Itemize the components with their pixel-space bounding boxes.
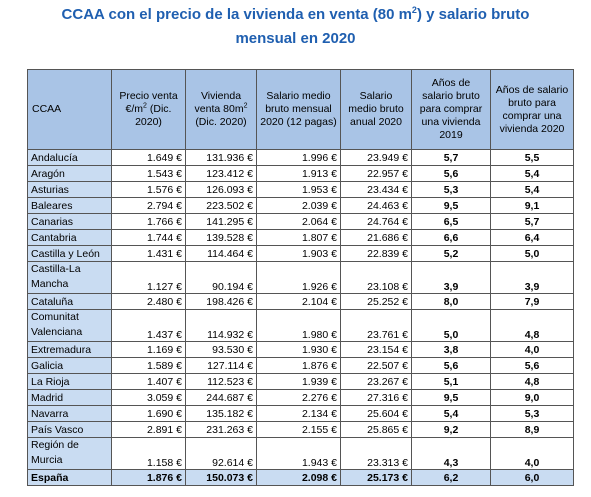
cell-precio: 1.690 €	[112, 406, 186, 422]
table-row	[28, 342, 574, 358]
col-header-anos-2020: Años de salario bruto para comprar una vivienda 2020	[491, 70, 574, 150]
cell-salario-anual: 23.313 €	[341, 438, 412, 470]
cell-salario-mensual: 1.939 €	[257, 374, 341, 390]
cell-ccaa: Asturias	[28, 182, 112, 198]
cell-vivienda: 135.182 €	[186, 406, 257, 422]
cell-salario-anual: 23.761 €	[341, 310, 412, 342]
cell-salario-mensual: 1.903 €	[257, 246, 341, 262]
cell-precio: 1.876 €	[112, 470, 186, 486]
cell-anos-2020: 5,5	[491, 150, 574, 166]
cell-anos-2019: 3,8	[412, 342, 491, 358]
col-header-salario-mensual: Salario medio bruto mensual 2020 (12 pagas)	[257, 70, 341, 150]
cell-salario-mensual: 2.064 €	[257, 214, 341, 230]
cell-anos-2020: 7,9	[491, 294, 574, 310]
table-row	[28, 438, 574, 470]
cell-precio: 1.543 €	[112, 166, 186, 182]
cell-salario-anual: 22.957 €	[341, 166, 412, 182]
cell-ccaa: País Vasco	[28, 422, 112, 438]
cell-salario-mensual: 1.926 €	[257, 262, 341, 294]
cell-salario-anual: 23.154 €	[341, 342, 412, 358]
cell-anos-2020: 9,1	[491, 198, 574, 214]
cell-anos-2019: 6,5	[412, 214, 491, 230]
cell-vivienda: 223.502 €	[186, 198, 257, 214]
table-row	[28, 358, 574, 374]
col-header-ccaa: CCAA	[28, 70, 112, 150]
vivienda-header-text: Vivienda venta 80m	[194, 90, 244, 115]
cell-vivienda: 123.412 €	[186, 166, 257, 182]
table-row	[28, 310, 574, 342]
cell-vivienda: 139.528 €	[186, 230, 257, 246]
cell-salario-mensual: 1.953 €	[257, 182, 341, 198]
title-line-1	[0, 3, 591, 27]
title-line-2: mensual en 2020	[235, 30, 356, 47]
cell-vivienda: 114.932 €	[186, 310, 257, 342]
cell-anos-2019: 9,5	[412, 390, 491, 406]
cell-ccaa: Navarra	[28, 406, 112, 422]
cell-vivienda: 114.464 €	[186, 246, 257, 262]
header-row	[28, 70, 574, 150]
cell-ccaa: La Rioja	[28, 374, 112, 390]
title-line-1-text: CCAA con el precio de la vivienda en venta (80 m	[61, 6, 412, 23]
cell-salario-mensual: 2.276 €	[257, 390, 341, 406]
cell-anos-2020: 5,3	[491, 406, 574, 422]
cell-salario-anual: 23.949 €	[341, 150, 412, 166]
cell-salario-mensual: 2.104 €	[257, 294, 341, 310]
title-superscript: 2	[411, 5, 417, 15]
cell-anos-2019: 9,5	[412, 198, 491, 214]
cell-ccaa: Galicia	[28, 358, 112, 374]
cell-anos-2019: 5,2	[412, 246, 491, 262]
cell-anos-2020: 5,4	[491, 166, 574, 182]
cell-anos-2019: 6,6	[412, 230, 491, 246]
table-row	[28, 182, 574, 198]
cell-anos-2019: 5,3	[412, 182, 491, 198]
table-row-total	[28, 470, 574, 486]
cell-vivienda: 90.194 €	[186, 262, 257, 294]
cell-salario-anual: 23.108 €	[341, 262, 412, 294]
cell-ccaa: Madrid	[28, 390, 112, 406]
table-row	[28, 166, 574, 182]
cell-precio: 1.766 €	[112, 214, 186, 230]
cell-precio: 1.169 €	[112, 342, 186, 358]
cell-salario-anual: 24.463 €	[341, 198, 412, 214]
cell-precio: 2.794 €	[112, 198, 186, 214]
cell-ccaa: Región de Murcia	[28, 438, 112, 470]
col-header-anos-2019: Años de salario bruto para comprar una vivienda 2019	[412, 70, 491, 150]
cell-anos-2019: 9,2	[412, 422, 491, 438]
table-row	[28, 230, 574, 246]
cell-ccaa: Castilla y León	[28, 246, 112, 262]
cell-anos-2020: 8,9	[491, 422, 574, 438]
cell-salario-anual: 21.686 €	[341, 230, 412, 246]
cell-anos-2020: 9,0	[491, 390, 574, 406]
cell-vivienda: 150.073 €	[186, 470, 257, 486]
precio-header-end: (Dic. 2020)	[135, 103, 172, 128]
table-row	[28, 390, 574, 406]
cell-precio: 1.127 €	[112, 262, 186, 294]
cell-ccaa: Canarias	[28, 214, 112, 230]
table-row	[28, 214, 574, 230]
vivienda-header-sup: 2	[243, 102, 248, 110]
cell-salario-mensual: 1.913 €	[257, 166, 341, 182]
cell-precio: 1.437 €	[112, 310, 186, 342]
table-row	[28, 406, 574, 422]
cell-salario-mensual: 1.996 €	[257, 150, 341, 166]
cell-salario-anual: 27.316 €	[341, 390, 412, 406]
cell-ccaa: Andalucía	[28, 150, 112, 166]
cell-salario-anual: 23.267 €	[341, 374, 412, 390]
cell-anos-2020: 3,9	[491, 262, 574, 294]
table-row	[28, 294, 574, 310]
table-row	[28, 246, 574, 262]
cell-anos-2019: 5,6	[412, 166, 491, 182]
cell-anos-2020: 6,0	[491, 470, 574, 486]
cell-vivienda: 231.263 €	[186, 422, 257, 438]
cell-vivienda: 141.295 €	[186, 214, 257, 230]
cell-anos-2019: 5,7	[412, 150, 491, 166]
cell-ccaa: Castilla-La Mancha	[28, 262, 112, 294]
col-header-precio	[112, 70, 186, 150]
precio-header-text: Precio venta €/m	[119, 90, 178, 115]
cell-salario-anual: 25.865 €	[341, 422, 412, 438]
cell-precio: 1.744 €	[112, 230, 186, 246]
cell-precio: 1.589 €	[112, 358, 186, 374]
table-row	[28, 198, 574, 214]
cell-precio: 2.480 €	[112, 294, 186, 310]
cell-salario-anual: 22.839 €	[341, 246, 412, 262]
cell-anos-2020: 5,4	[491, 182, 574, 198]
cell-ccaa: Comunitat Valenciana	[28, 310, 112, 342]
cell-ccaa: España	[28, 470, 112, 486]
precio-header-sup: 2	[143, 102, 147, 110]
cell-salario-anual: 25.173 €	[341, 470, 412, 486]
cell-anos-2020: 4,8	[491, 374, 574, 390]
cell-anos-2020: 5,0	[491, 246, 574, 262]
page-title	[0, 3, 591, 51]
cell-vivienda: 131.936 €	[186, 150, 257, 166]
cell-vivienda: 198.426 €	[186, 294, 257, 310]
cell-ccaa: Extremadura	[28, 342, 112, 358]
cell-precio: 2.891 €	[112, 422, 186, 438]
cell-ccaa: Aragón	[28, 166, 112, 182]
table-row	[28, 150, 574, 166]
cell-precio: 1.576 €	[112, 182, 186, 198]
cell-anos-2020: 4,0	[491, 342, 574, 358]
cell-salario-mensual: 2.039 €	[257, 198, 341, 214]
cell-salario-mensual: 1.876 €	[257, 358, 341, 374]
cell-precio: 3.059 €	[112, 390, 186, 406]
cell-vivienda: 126.093 €	[186, 182, 257, 198]
cell-ccaa: Cataluña	[28, 294, 112, 310]
title-line-1-end: ) y salario bruto	[416, 6, 530, 23]
cell-vivienda: 92.614 €	[186, 438, 257, 470]
table-row	[28, 422, 574, 438]
cell-salario-mensual: 1.930 €	[257, 342, 341, 358]
cell-vivienda: 244.687 €	[186, 390, 257, 406]
cell-anos-2019: 5,0	[412, 310, 491, 342]
cell-salario-anual: 25.252 €	[341, 294, 412, 310]
cell-salario-anual: 24.764 €	[341, 214, 412, 230]
cell-salario-mensual: 2.134 €	[257, 406, 341, 422]
cell-salario-mensual: 1.943 €	[257, 438, 341, 470]
cell-precio: 1.407 €	[112, 374, 186, 390]
cell-anos-2019: 6,2	[412, 470, 491, 486]
cell-anos-2020: 5,6	[491, 358, 574, 374]
col-header-salario-anual: Salario medio bruto anual 2020	[341, 70, 412, 150]
col-header-vivienda	[186, 70, 257, 150]
cell-salario-mensual: 1.807 €	[257, 230, 341, 246]
cell-anos-2020: 4,8	[491, 310, 574, 342]
cell-anos-2019: 4,3	[412, 438, 491, 470]
cell-salario-mensual: 2.098 €	[257, 470, 341, 486]
cell-anos-2019: 5,4	[412, 406, 491, 422]
table-row	[28, 374, 574, 390]
cell-ccaa: Cantabria	[28, 230, 112, 246]
cell-precio: 1.431 €	[112, 246, 186, 262]
cell-salario-anual: 23.434 €	[341, 182, 412, 198]
cell-precio: 1.158 €	[112, 438, 186, 470]
cell-anos-2020: 6,4	[491, 230, 574, 246]
cell-anos-2019: 5,6	[412, 358, 491, 374]
cell-salario-mensual: 1.980 €	[257, 310, 341, 342]
cell-precio: 1.649 €	[112, 150, 186, 166]
cell-vivienda: 93.530 €	[186, 342, 257, 358]
cell-salario-anual: 22.507 €	[341, 358, 412, 374]
vivienda-header-end: (Dic. 2020)	[195, 116, 247, 128]
cell-vivienda: 112.523 €	[186, 374, 257, 390]
table-row	[28, 262, 574, 294]
cell-anos-2019: 8,0	[412, 294, 491, 310]
cell-anos-2020: 4,0	[491, 438, 574, 470]
cell-vivienda: 127.114 €	[186, 358, 257, 374]
cell-ccaa: Baleares	[28, 198, 112, 214]
housing-salary-table	[27, 69, 574, 486]
cell-anos-2019: 3,9	[412, 262, 491, 294]
cell-anos-2019: 5,1	[412, 374, 491, 390]
cell-salario-anual: 25.604 €	[341, 406, 412, 422]
cell-salario-mensual: 2.155 €	[257, 422, 341, 438]
cell-anos-2020: 5,7	[491, 214, 574, 230]
